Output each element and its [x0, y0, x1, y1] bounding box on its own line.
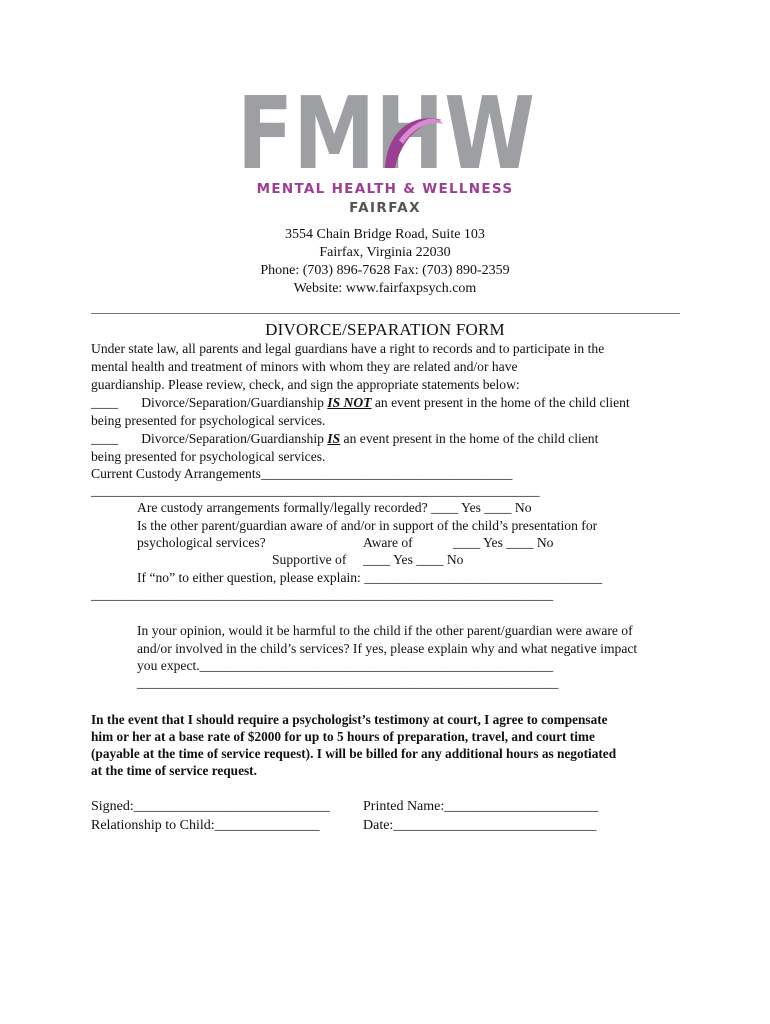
date-field[interactable]: Date:_____________________________ — [363, 818, 597, 833]
relationship-field[interactable]: Relationship to Child:_______________ — [91, 818, 320, 833]
is-not-emphasis: IS NOT — [327, 395, 372, 410]
header-divider — [91, 313, 680, 314]
aware-question-line-2: psychological services? — [137, 535, 266, 550]
testimony-line-1: In the event that I should require a psychologist’s testimony at court, I agree to compensate — [91, 712, 608, 727]
intro-line-2: mental health and treatment of minors with whom they are related and/or have — [91, 359, 518, 374]
intro-line-1: Under state law, all parents and legal guardians have a right to records and to participate in the — [91, 341, 605, 356]
custody-arrangements-line-2[interactable]: __________________________________________________________________ — [91, 483, 540, 498]
statement-is-not — [91, 394, 630, 412]
testimony-line-2: him or her at a base rate of $2000 for up to 5 hours of preparation, travel, and court time — [91, 729, 595, 744]
statement-is-not-line-2: being presented for psychological services. — [91, 413, 326, 428]
testimony-line-3: (payable at the time of service request). I will be billed for any additional hours as negotiated — [91, 746, 617, 761]
is-emphasis: IS — [327, 431, 341, 446]
custody-arrangements-field[interactable]: Current Custody Arrangements_____________________________________ — [91, 466, 513, 481]
harm-question-line-1: In your opinion, would it be harmful to the child if the other parent/guardian were aware of — [137, 623, 633, 638]
statement-is-rest: an event present in the home of the child client — [340, 431, 599, 446]
fmhw-logo — [237, 92, 537, 172]
statement-is-not-text: Divorce/Separation/Guardianship — [141, 395, 328, 410]
aware-of-yes-no[interactable]: ____ Yes ____ No — [453, 535, 554, 550]
intro-line-3: guardianship. Please review, check, and sign the appropriate statements below: — [91, 377, 520, 392]
statement-is — [91, 430, 598, 448]
signed-field[interactable]: Signed:____________________________ — [91, 799, 330, 814]
form-title: DIVORCE/SEPARATION FORM — [265, 320, 505, 339]
harm-answer-field[interactable]: you expect.____________________________________________________ — [137, 658, 554, 673]
printed-name-field[interactable]: Printed Name:______________________ — [363, 799, 599, 814]
statement-is-not-blank[interactable]: ____ — [91, 395, 119, 410]
logo-subtitle: MENTAL HEALTH & WELLNESS — [256, 181, 514, 197]
supportive-of-yes-no[interactable]: ____ Yes ____ No — [363, 552, 464, 567]
website: Website: www.fairfaxpsych.com — [293, 281, 477, 296]
aware-of-label: Aware of — [363, 535, 413, 550]
logo-wordmark: FMHW — [237, 92, 535, 172]
harm-answer-line-2[interactable]: ______________________________________________________________ — [137, 675, 559, 690]
harm-question-line-2: and/or involved in the child’s services? If yes, please explain why and what negative impact — [137, 641, 638, 656]
testimony-line-4: at the time of service request. — [91, 763, 257, 778]
custody-recorded-question[interactable]: Are custody arrangements formally/legally recorded? ____ Yes ____ No — [137, 500, 532, 515]
address-city: Fairfax, Virginia 22030 — [319, 245, 451, 260]
logo-location: FAIRFAX — [349, 200, 421, 216]
statement-is-line-2: being presented for psychological services. — [91, 449, 326, 464]
statement-is-not-rest: an event present in the home of the child client — [371, 395, 630, 410]
supportive-of-label: Supportive of — [272, 552, 347, 567]
statement-is-text: Divorce/Separation/Guardianship — [141, 431, 328, 446]
statement-is-blank[interactable]: ____ — [91, 431, 119, 446]
explain-line-2[interactable]: ____________________________________________________________________ — [91, 587, 554, 602]
explain-field[interactable]: If “no” to either question, please explain: ___________________________________ — [137, 570, 603, 585]
address-street: 3554 Chain Bridge Road, Suite 103 — [285, 227, 485, 242]
phone-fax: Phone: (703) 896-7628 Fax: (703) 890-2359 — [260, 263, 510, 278]
aware-question-line-1: Is the other parent/guardian aware of and/or in support of the child’s presentation for — [137, 518, 598, 533]
